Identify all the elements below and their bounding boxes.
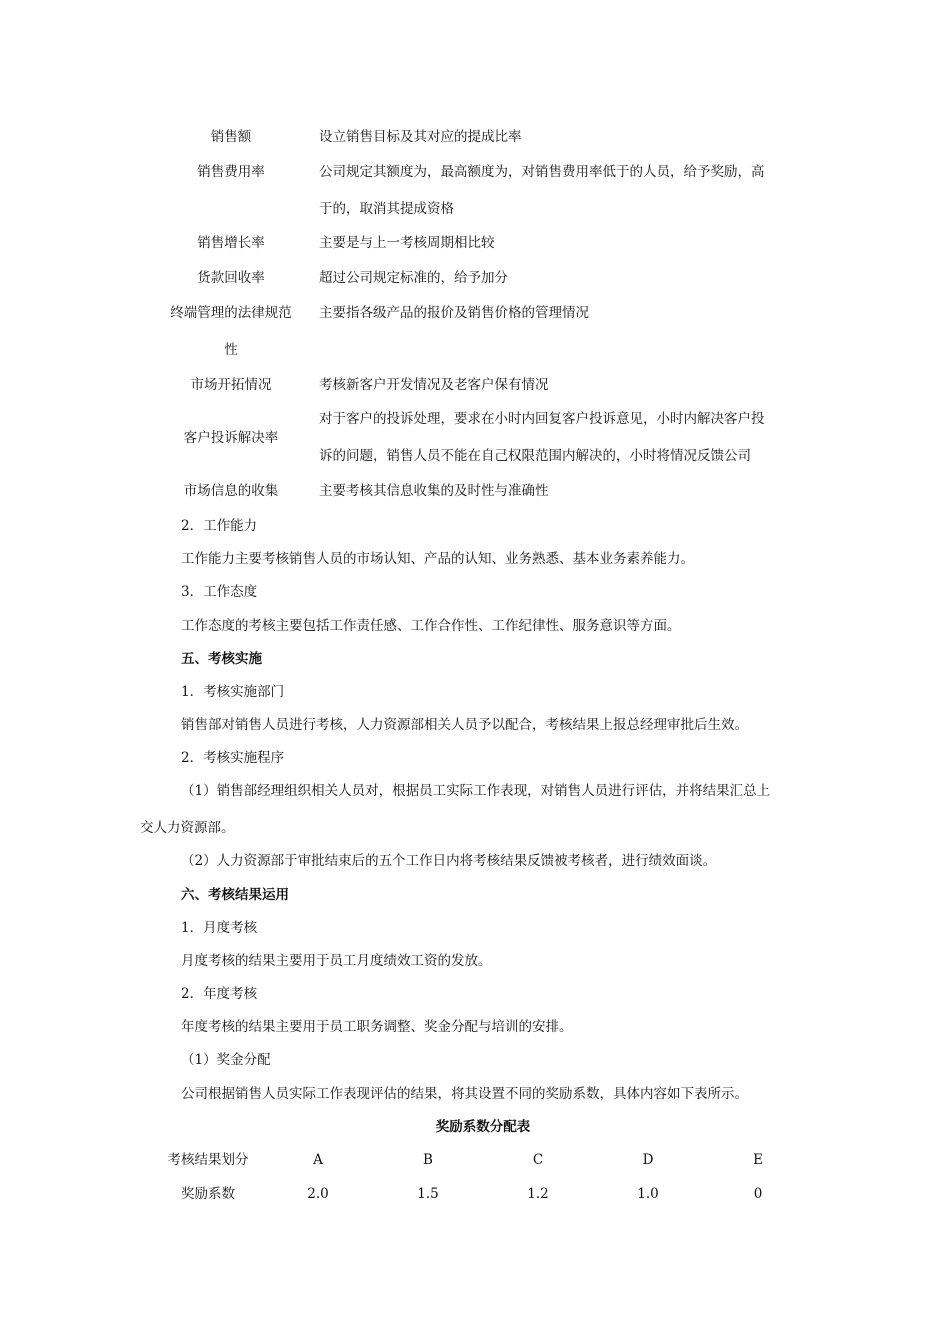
section-heading: 六、考核结果运用 [181, 887, 289, 903]
metric-desc: 设立销售目标及其对应的提成比率 [319, 129, 522, 145]
table-header-cell: 考核结果划分 [167, 1152, 249, 1168]
table-cell: 0 [753, 1186, 763, 1202]
metric-desc-cont: 于的，取消其提成资格 [319, 201, 454, 217]
metric-name: 销售增长率 [197, 235, 265, 251]
table-header-cell: A [313, 1152, 323, 1168]
paragraph: （2）人力资源部于审批结束后的五个工作日内将考核结果反馈被考核者，进行绩效面谈。 [181, 853, 717, 869]
metric-name: 终端管理的法律规范 [170, 305, 292, 321]
metric-desc: 考核新客户开发情况及老客户保有情况 [319, 377, 549, 393]
metric-name: 市场信息的收集 [183, 483, 279, 499]
metric-desc: 主要指各级产品的报价及销售价格的管理情况 [319, 305, 589, 321]
section-subheading: （1）奖金分配 [181, 1052, 271, 1068]
section-subheading: 1．月度考核 [181, 920, 258, 936]
section-subheading: 2．考核实施程序 [181, 750, 285, 766]
metric-desc: 主要考核其信息收集的及时性与准确性 [319, 483, 549, 499]
metric-name: 市场开拓情况 [190, 377, 272, 393]
metric-name: 销售额 [210, 129, 252, 145]
paragraph: 工作态度的考核主要包括工作责任感、工作合作性、工作纪律性、服务意识等方面。 [181, 618, 681, 634]
section-subheading: 2．年度考核 [181, 986, 258, 1002]
table-title: 奖励系数分配表 [435, 1119, 531, 1135]
paragraph: （1）销售部经理组织相关人员对，根据员工实际工作表现，对销售人员进行评估，并将结果汇总上 [181, 783, 771, 799]
paragraph: 月度考核的结果主要用于员工月度绩效工资的发放。 [181, 953, 492, 969]
section-subheading: 3．工作态度 [181, 584, 258, 600]
section-subheading: 1．考核实施部门 [181, 684, 285, 700]
table-header-cell: E [753, 1152, 763, 1168]
table-header-cell: B [423, 1152, 433, 1168]
paragraph: 公司根据销售人员实际工作表现评估的结果，将其设置不同的奖励系数，具体内容如下表所示。 [181, 1086, 748, 1102]
section-subheading: 2．工作能力 [181, 518, 258, 534]
table-cell: 奖励系数 [181, 1186, 235, 1202]
table-cell: 1.5 [417, 1186, 439, 1202]
table-cell: 1.2 [527, 1186, 549, 1202]
metric-name: 货款回收率 [197, 270, 265, 286]
section-heading: 五、考核实施 [181, 651, 262, 667]
metric-desc: 主要是与上一考核周期相比较 [319, 235, 495, 251]
table-header-cell: C [532, 1152, 544, 1168]
metric-name: 销售费用率 [197, 164, 265, 180]
table-header-cell: D [642, 1152, 654, 1168]
paragraph: 年度考核的结果主要用于员工职务调整、奖金分配与培训的安排。 [181, 1019, 573, 1035]
metric-desc: 对于客户的投诉处理，要求在小时内回复客户投诉意见，小时内解决客户投 [319, 411, 765, 427]
paragraph-cont: 交人力资源部。 [140, 820, 235, 836]
paragraph: 工作能力主要考核销售人员的市场认知、产品的认知、业务熟悉、基本业务素养能力。 [181, 551, 694, 567]
table-cell: 1.0 [637, 1186, 659, 1202]
metric-desc: 公司规定其额度为，最高额度为，对销售费用率低于的人员，给予奖励，高 [319, 164, 765, 180]
paragraph: 销售部对销售人员进行考核，人力资源部相关人员予以配合，考核结果上报总经理审批后生效。 [181, 717, 748, 733]
metric-desc-cont: 诉的问题，销售人员不能在自己权限范围内解决的，小时将情况反馈公司 [319, 448, 751, 464]
table-cell: 2.0 [307, 1186, 329, 1202]
metric-name: 客户投诉解决率 [183, 430, 279, 446]
metric-name-cont: 性 [224, 342, 238, 358]
metric-desc: 超过公司规定标准的，给予加分 [319, 270, 508, 286]
